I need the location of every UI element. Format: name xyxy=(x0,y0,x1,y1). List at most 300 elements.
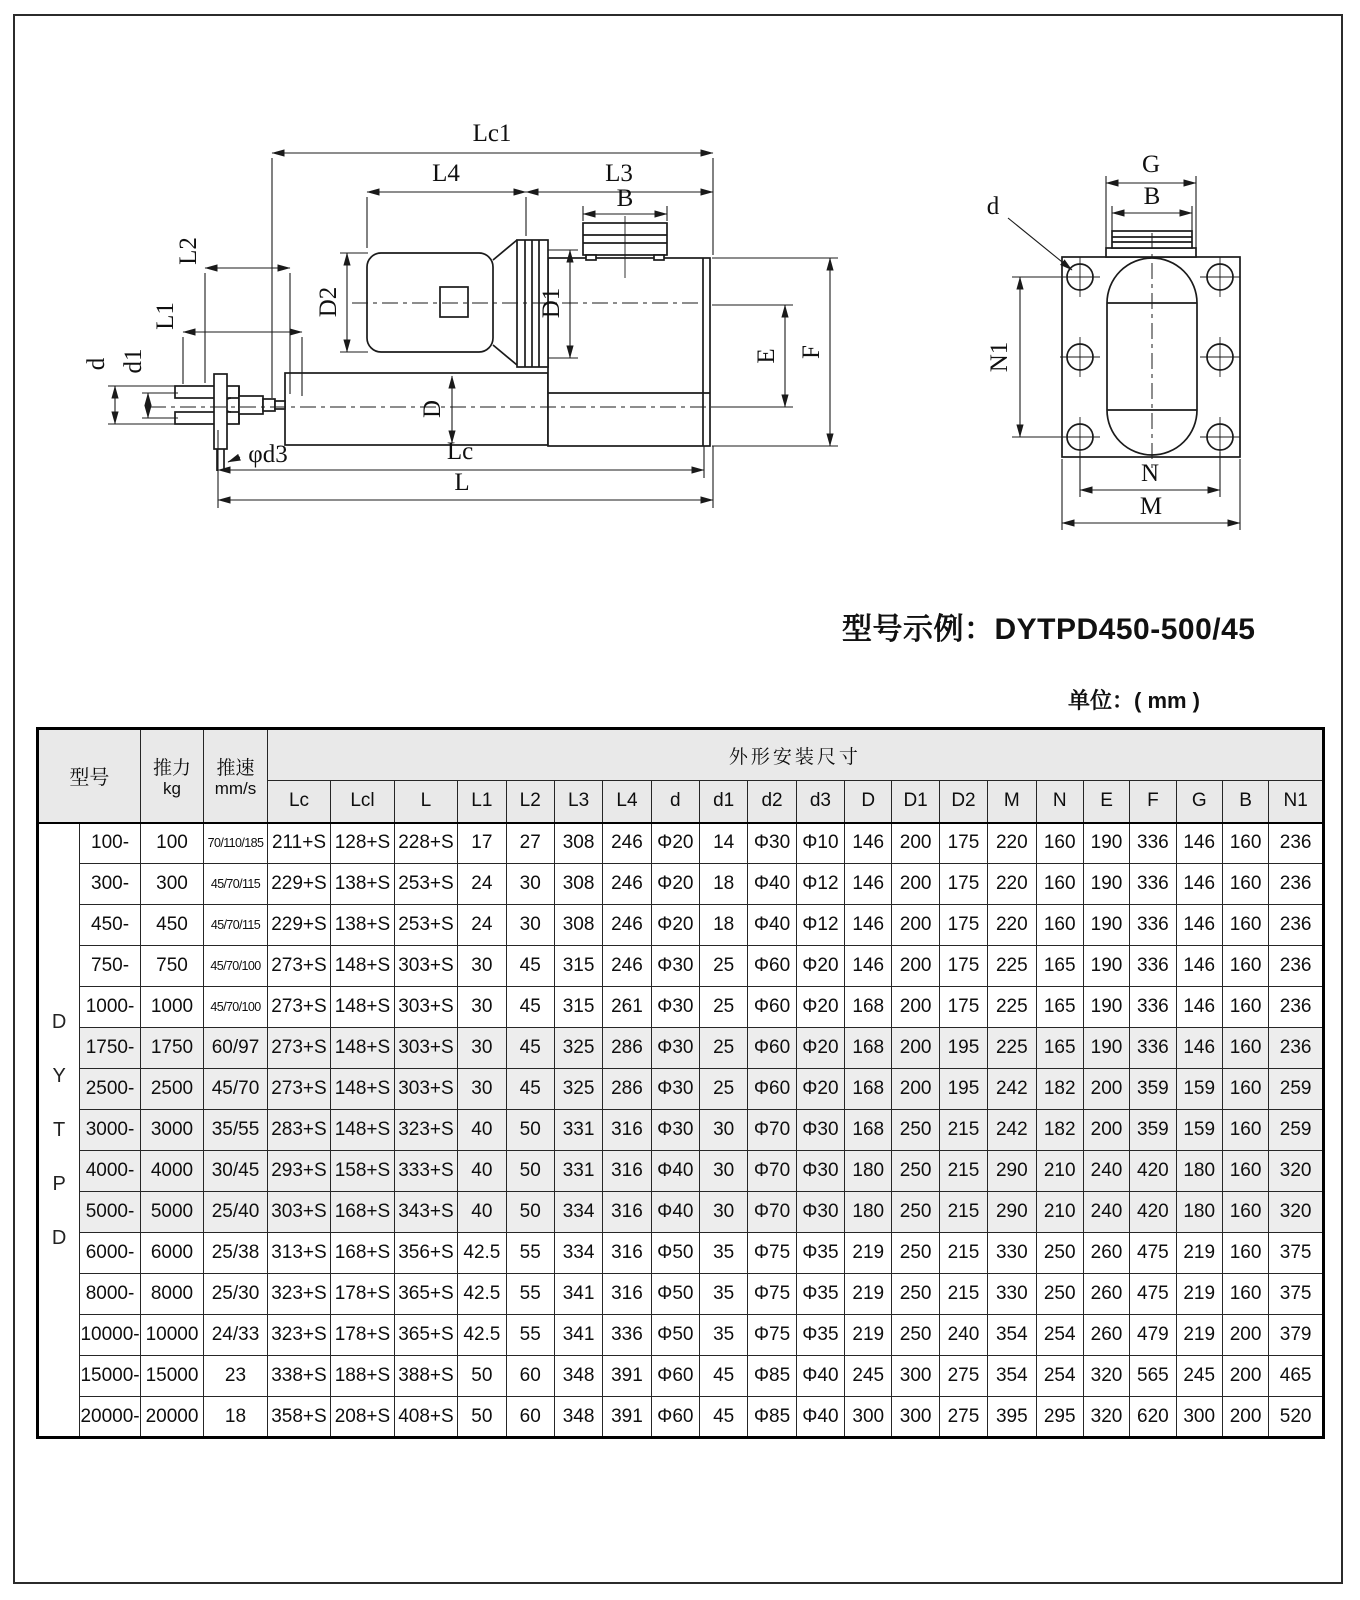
value-cell: 178+S xyxy=(331,1274,394,1315)
value-cell: 225 xyxy=(988,1028,1036,1069)
value-cell: Φ20 xyxy=(796,1069,844,1110)
value-cell: 35 xyxy=(699,1315,747,1356)
cap-flange xyxy=(1106,248,1196,257)
value-cell: 45/70/115 xyxy=(204,864,267,905)
value-cell: 315 xyxy=(554,987,602,1028)
value-cell: Φ30 xyxy=(651,1028,699,1069)
value-cell: 450 xyxy=(140,905,203,946)
value-cell: 330 xyxy=(988,1274,1036,1315)
value-cell: 273+S xyxy=(267,987,330,1028)
dim-label-b-end: B xyxy=(1143,183,1161,210)
table-row xyxy=(38,1151,1324,1192)
model-cell: 10000- xyxy=(80,1315,140,1356)
value-cell: 200 xyxy=(892,987,939,1028)
value-cell: 200 xyxy=(1222,1397,1268,1438)
col-header-d: d xyxy=(651,781,699,823)
value-cell: Φ20 xyxy=(796,1028,844,1069)
dim-label-M: M xyxy=(1139,493,1163,520)
dim-label-d1-side: d1 xyxy=(120,348,147,374)
value-cell: 246 xyxy=(603,823,651,864)
value-cell: Φ12 xyxy=(796,905,844,946)
value-cell: 200 xyxy=(1222,1315,1268,1356)
value-cell: 336 xyxy=(1130,864,1176,905)
value-cell: Φ75 xyxy=(748,1233,796,1274)
model-cell: 5000- xyxy=(80,1192,140,1233)
value-cell: 334 xyxy=(554,1192,602,1233)
value-cell: Φ70 xyxy=(748,1110,796,1151)
value-cell: 219 xyxy=(845,1274,892,1315)
value-cell: 290 xyxy=(988,1151,1036,1192)
value-cell: Φ40 xyxy=(651,1151,699,1192)
model-cell: 100- xyxy=(80,823,140,864)
value-cell: 182 xyxy=(1036,1069,1083,1110)
value-cell: 308 xyxy=(554,823,602,864)
col-header-lcl: Lcl xyxy=(331,781,394,823)
value-cell: 4000 xyxy=(140,1151,203,1192)
model-cell: 750- xyxy=(80,946,140,987)
value-cell: 160 xyxy=(1222,946,1268,987)
value-cell: Φ35 xyxy=(796,1274,844,1315)
table-row xyxy=(38,1233,1324,1274)
value-cell: 180 xyxy=(845,1192,892,1233)
value-cell: 379 xyxy=(1269,1315,1324,1356)
value-cell: 220 xyxy=(988,905,1036,946)
value-cell: 50 xyxy=(506,1151,554,1192)
value-cell: 3000 xyxy=(140,1110,203,1151)
table-row xyxy=(38,1356,1324,1397)
dim-label-G: G xyxy=(1141,151,1161,178)
model-cell: 3000- xyxy=(80,1110,140,1151)
model-cell: 6000- xyxy=(80,1233,140,1274)
value-cell: Φ75 xyxy=(748,1315,796,1356)
value-cell: 341 xyxy=(554,1274,602,1315)
value-cell: 236 xyxy=(1269,823,1324,864)
col-header-n1: N1 xyxy=(1269,781,1324,823)
value-cell: 313+S xyxy=(267,1233,330,1274)
value-cell: 315 xyxy=(554,946,602,987)
value-cell: 242 xyxy=(988,1069,1036,1110)
thrust-label: 推力 xyxy=(153,757,192,779)
value-cell: 160 xyxy=(1222,1274,1268,1315)
value-cell: Φ30 xyxy=(748,823,796,864)
value-cell: 286 xyxy=(603,1028,651,1069)
value-cell: 40 xyxy=(458,1192,506,1233)
clevis-pin-plate xyxy=(214,374,227,449)
model-cell: 450- xyxy=(80,905,140,946)
value-cell: 215 xyxy=(939,1233,987,1274)
value-cell: 200 xyxy=(892,864,939,905)
value-cell: 200 xyxy=(892,1069,939,1110)
value-cell: 14 xyxy=(699,823,747,864)
value-cell: 24 xyxy=(458,905,506,946)
model-cell: 2500- xyxy=(80,1069,140,1110)
value-cell: 160 xyxy=(1222,1110,1268,1151)
value-cell: 40 xyxy=(458,1110,506,1151)
value-cell: 148+S xyxy=(331,987,394,1028)
value-cell: 242 xyxy=(988,1110,1036,1151)
dim-label-l3: L3 xyxy=(605,160,633,187)
value-cell: 45 xyxy=(699,1356,747,1397)
value-cell: 160 xyxy=(1222,987,1268,1028)
value-cell: 190 xyxy=(1083,823,1129,864)
value-cell: 300 xyxy=(1176,1397,1222,1438)
value-cell: 45/70/100 xyxy=(204,946,267,987)
value-cell: 160 xyxy=(1222,905,1268,946)
value-cell: 215 xyxy=(939,1274,987,1315)
value-cell: 200 xyxy=(892,905,939,946)
value-cell: 30 xyxy=(458,987,506,1028)
value-cell: 190 xyxy=(1083,905,1129,946)
value-cell: 330 xyxy=(988,1233,1036,1274)
value-cell: 168+S xyxy=(331,1233,394,1274)
value-cell: 520 xyxy=(1269,1397,1324,1438)
value-cell: 316 xyxy=(603,1151,651,1192)
value-cell: Φ30 xyxy=(651,987,699,1028)
model-cell: 300- xyxy=(80,864,140,905)
value-cell: 175 xyxy=(939,905,987,946)
value-cell: 25 xyxy=(699,987,747,1028)
series-letter: D xyxy=(51,1010,67,1033)
value-cell: 290 xyxy=(988,1192,1036,1233)
value-cell: 45 xyxy=(699,1397,747,1438)
value-cell: 55 xyxy=(506,1233,554,1274)
value-cell: 190 xyxy=(1083,864,1129,905)
value-cell: 334 xyxy=(554,1233,602,1274)
value-cell: 160 xyxy=(1222,1028,1268,1069)
value-cell: 45 xyxy=(506,1028,554,1069)
value-cell: 215 xyxy=(939,1151,987,1192)
value-cell: 146 xyxy=(1176,905,1222,946)
dim-label-d-end: d xyxy=(986,193,1000,220)
value-cell: Φ60 xyxy=(651,1356,699,1397)
value-cell: Φ20 xyxy=(651,823,699,864)
value-cell: Φ40 xyxy=(796,1356,844,1397)
value-cell: 331 xyxy=(554,1151,602,1192)
value-cell: 146 xyxy=(845,905,892,946)
value-cell: 168+S xyxy=(331,1192,394,1233)
value-cell: 60 xyxy=(506,1356,554,1397)
col-header-l3: L3 xyxy=(554,781,602,823)
value-cell: 219 xyxy=(1176,1274,1222,1315)
value-cell: 45 xyxy=(506,946,554,987)
dim-label-N1: N1 xyxy=(986,341,1013,373)
value-cell: 358+S xyxy=(267,1397,330,1438)
value-cell: 479 xyxy=(1130,1315,1176,1356)
value-cell: 138+S xyxy=(331,864,394,905)
value-cell: 295 xyxy=(1036,1397,1083,1438)
dim-label-D: D xyxy=(419,399,446,419)
value-cell: 303+S xyxy=(394,1069,457,1110)
value-cell: 1750 xyxy=(140,1028,203,1069)
col-header-speed xyxy=(204,729,267,823)
value-cell: 219 xyxy=(1176,1233,1222,1274)
value-cell: 750 xyxy=(140,946,203,987)
value-cell: Φ20 xyxy=(651,905,699,946)
value-cell: 240 xyxy=(1083,1192,1129,1233)
value-cell: 6000 xyxy=(140,1233,203,1274)
value-cell: 8000 xyxy=(140,1274,203,1315)
value-cell: 408+S xyxy=(394,1397,457,1438)
value-cell: 165 xyxy=(1036,987,1083,1028)
value-cell: Φ40 xyxy=(748,905,796,946)
value-cell: 1000 xyxy=(140,987,203,1028)
value-cell: 55 xyxy=(506,1315,554,1356)
value-cell: 160 xyxy=(1222,1233,1268,1274)
value-cell: 30 xyxy=(699,1192,747,1233)
value-cell: 148+S xyxy=(331,1069,394,1110)
value-cell: 30/45 xyxy=(204,1151,267,1192)
spec-table-body xyxy=(38,823,1324,1438)
value-cell: 254 xyxy=(1036,1315,1083,1356)
col-header-thrust xyxy=(140,729,203,823)
value-cell: 210 xyxy=(1036,1151,1083,1192)
value-cell: 27 xyxy=(506,823,554,864)
value-cell: 146 xyxy=(1176,946,1222,987)
value-cell: 60 xyxy=(506,1397,554,1438)
dim-label-F: F xyxy=(798,345,825,359)
value-cell: 273+S xyxy=(267,946,330,987)
value-cell: 146 xyxy=(1176,1028,1222,1069)
value-cell: 45/70 xyxy=(204,1069,267,1110)
value-cell: Φ30 xyxy=(796,1110,844,1151)
table-row xyxy=(38,864,1324,905)
value-cell: 388+S xyxy=(394,1356,457,1397)
value-cell: 240 xyxy=(939,1315,987,1356)
col-header-lc: Lc xyxy=(267,781,330,823)
value-cell: 229+S xyxy=(267,905,330,946)
value-cell: 565 xyxy=(1130,1356,1176,1397)
value-cell: 18 xyxy=(699,864,747,905)
value-cell: 165 xyxy=(1036,946,1083,987)
value-cell: Φ60 xyxy=(748,987,796,1028)
value-cell: 250 xyxy=(1036,1274,1083,1315)
value-cell: 273+S xyxy=(267,1069,330,1110)
value-cell: 2500 xyxy=(140,1069,203,1110)
dim-label-d-side: d xyxy=(83,357,110,371)
value-cell: Φ60 xyxy=(748,1028,796,1069)
value-cell: 146 xyxy=(845,823,892,864)
clevis-fork xyxy=(175,386,239,398)
value-cell: 188+S xyxy=(331,1356,394,1397)
value-cell: 148+S xyxy=(331,1110,394,1151)
value-cell: Φ30 xyxy=(796,1192,844,1233)
value-cell: 325 xyxy=(554,1028,602,1069)
dim-label-b-side: B xyxy=(616,185,634,212)
value-cell: 250 xyxy=(892,1315,939,1356)
value-cell: Φ40 xyxy=(748,864,796,905)
value-cell: Φ50 xyxy=(651,1233,699,1274)
series-letter: Y xyxy=(52,1064,66,1087)
value-cell: 180 xyxy=(1176,1192,1222,1233)
col-header-b: B xyxy=(1222,781,1268,823)
value-cell: 160 xyxy=(1036,905,1083,946)
value-cell: 323+S xyxy=(267,1315,330,1356)
value-cell: 23 xyxy=(204,1356,267,1397)
value-cell: 146 xyxy=(1176,864,1222,905)
value-cell: 236 xyxy=(1269,864,1324,905)
value-cell: 245 xyxy=(845,1356,892,1397)
value-cell: 336 xyxy=(1130,946,1176,987)
value-cell: 178+S xyxy=(331,1315,394,1356)
value-cell: 293+S xyxy=(267,1151,330,1192)
table-row xyxy=(38,1028,1324,1069)
value-cell: 30 xyxy=(458,1028,506,1069)
value-cell: 40 xyxy=(458,1151,506,1192)
value-cell: 250 xyxy=(892,1110,939,1151)
value-cell: 190 xyxy=(1083,946,1129,987)
value-cell: 208+S xyxy=(331,1397,394,1438)
value-cell: Φ85 xyxy=(748,1356,796,1397)
value-cell: 236 xyxy=(1269,946,1324,987)
value-cell: 316 xyxy=(603,1110,651,1151)
dim-label-E: E xyxy=(753,348,780,364)
value-cell: 308 xyxy=(554,905,602,946)
value-cell: 338+S xyxy=(267,1356,330,1397)
value-cell: Φ60 xyxy=(651,1397,699,1438)
value-cell: 343+S xyxy=(394,1192,457,1233)
model-cell: 8000- xyxy=(80,1274,140,1315)
value-cell: 261 xyxy=(603,987,651,1028)
value-cell: 146 xyxy=(845,864,892,905)
value-cell: 25 xyxy=(699,1069,747,1110)
value-cell: 25 xyxy=(699,1028,747,1069)
value-cell: 30 xyxy=(506,905,554,946)
value-cell: 316 xyxy=(603,1192,651,1233)
value-cell: 341 xyxy=(554,1315,602,1356)
value-cell: Φ10 xyxy=(796,823,844,864)
value-cell: 25 xyxy=(699,946,747,987)
dim-label-l1: L1 xyxy=(152,302,179,330)
value-cell: Φ20 xyxy=(796,987,844,1028)
value-cell: 354 xyxy=(988,1315,1036,1356)
value-cell: 45 xyxy=(506,1069,554,1110)
col-header-d3: d3 xyxy=(796,781,844,823)
value-cell: 18 xyxy=(699,905,747,946)
value-cell: 395 xyxy=(988,1397,1036,1438)
value-cell: 15000 xyxy=(140,1356,203,1397)
value-cell: 260 xyxy=(1083,1274,1129,1315)
rod-adapter xyxy=(239,396,263,414)
value-cell: 20000 xyxy=(140,1397,203,1438)
value-cell: 195 xyxy=(939,1069,987,1110)
value-cell: 331 xyxy=(554,1110,602,1151)
col-header-l: L xyxy=(394,781,457,823)
value-cell: 320 xyxy=(1083,1397,1129,1438)
model-example: 型号示例：DYTPD450-500/45 xyxy=(842,613,1256,646)
value-cell: 316 xyxy=(603,1274,651,1315)
table-row xyxy=(38,946,1324,987)
col-header-l1: L1 xyxy=(458,781,506,823)
value-cell: Φ50 xyxy=(651,1315,699,1356)
value-cell: 168 xyxy=(845,1069,892,1110)
value-cell: 228+S xyxy=(394,823,457,864)
dim-label-l2: L2 xyxy=(175,237,202,265)
value-cell: 320 xyxy=(1269,1151,1324,1192)
table-row xyxy=(38,1192,1324,1233)
value-cell: 250 xyxy=(892,1274,939,1315)
value-cell: 219 xyxy=(1176,1315,1222,1356)
value-cell: 158+S xyxy=(331,1151,394,1192)
value-cell: 200 xyxy=(1222,1356,1268,1397)
value-cell: 333+S xyxy=(394,1151,457,1192)
value-cell: 465 xyxy=(1269,1356,1324,1397)
value-cell: 159 xyxy=(1176,1110,1222,1151)
value-cell: 391 xyxy=(603,1397,651,1438)
model-cell: 15000- xyxy=(80,1356,140,1397)
value-cell: 5000 xyxy=(140,1192,203,1233)
value-cell: 260 xyxy=(1083,1315,1129,1356)
value-cell: 30 xyxy=(458,946,506,987)
value-cell: 182 xyxy=(1036,1110,1083,1151)
value-cell: 200 xyxy=(892,946,939,987)
value-cell: 323+S xyxy=(394,1110,457,1151)
value-cell: 308 xyxy=(554,864,602,905)
value-cell: 336 xyxy=(603,1315,651,1356)
speed-unit: mm/s xyxy=(214,778,257,798)
value-cell: Φ12 xyxy=(796,864,844,905)
value-cell: 303+S xyxy=(394,946,457,987)
value-cell: 165 xyxy=(1036,1028,1083,1069)
value-cell: 42.5 xyxy=(458,1274,506,1315)
cylinder-tube xyxy=(285,373,548,445)
value-cell: 180 xyxy=(1176,1151,1222,1192)
table-row xyxy=(38,1397,1324,1438)
value-cell: 303+S xyxy=(267,1192,330,1233)
spec-table xyxy=(36,727,1325,1439)
value-cell: 354 xyxy=(988,1356,1036,1397)
value-cell: 620 xyxy=(1130,1397,1176,1438)
col-header-f: F xyxy=(1130,781,1176,823)
value-cell: 365+S xyxy=(394,1315,457,1356)
value-cell: Φ35 xyxy=(796,1315,844,1356)
value-cell: 375 xyxy=(1269,1274,1324,1315)
col-header-m: M xyxy=(988,781,1036,823)
value-cell: 336 xyxy=(1130,823,1176,864)
model-cell: 4000- xyxy=(80,1151,140,1192)
model-cell: 1750- xyxy=(80,1028,140,1069)
value-cell: 475 xyxy=(1130,1274,1176,1315)
value-cell: 219 xyxy=(845,1315,892,1356)
dim-label-lc1: Lc1 xyxy=(472,120,512,147)
value-cell: 215 xyxy=(939,1110,987,1151)
table-row xyxy=(38,823,1324,864)
value-cell: 50 xyxy=(506,1110,554,1151)
value-cell: 200 xyxy=(892,1028,939,1069)
col-group-dimensions: 外形安装尺寸 xyxy=(267,729,1323,781)
value-cell: 200 xyxy=(1083,1069,1129,1110)
col-header-d1: d1 xyxy=(699,781,747,823)
value-cell: Φ30 xyxy=(796,1151,844,1192)
main-housing xyxy=(548,258,710,446)
value-cell: Φ60 xyxy=(748,946,796,987)
technical-drawing xyxy=(0,0,1360,600)
col-header-l4: L4 xyxy=(603,781,651,823)
series-letter: T xyxy=(53,1118,66,1141)
value-cell: 236 xyxy=(1269,905,1324,946)
value-cell: 375 xyxy=(1269,1233,1324,1274)
value-cell: 254 xyxy=(1036,1356,1083,1397)
value-cell: 210 xyxy=(1036,1192,1083,1233)
value-cell: 25/30 xyxy=(204,1274,267,1315)
value-cell: 300 xyxy=(892,1397,939,1438)
value-cell: 300 xyxy=(845,1397,892,1438)
value-cell: 420 xyxy=(1130,1151,1176,1192)
value-cell: 336 xyxy=(1130,905,1176,946)
table-row xyxy=(38,1110,1324,1151)
series-letter: P xyxy=(52,1172,66,1195)
dim-label-N: N xyxy=(1140,460,1160,487)
value-cell: 45 xyxy=(506,987,554,1028)
